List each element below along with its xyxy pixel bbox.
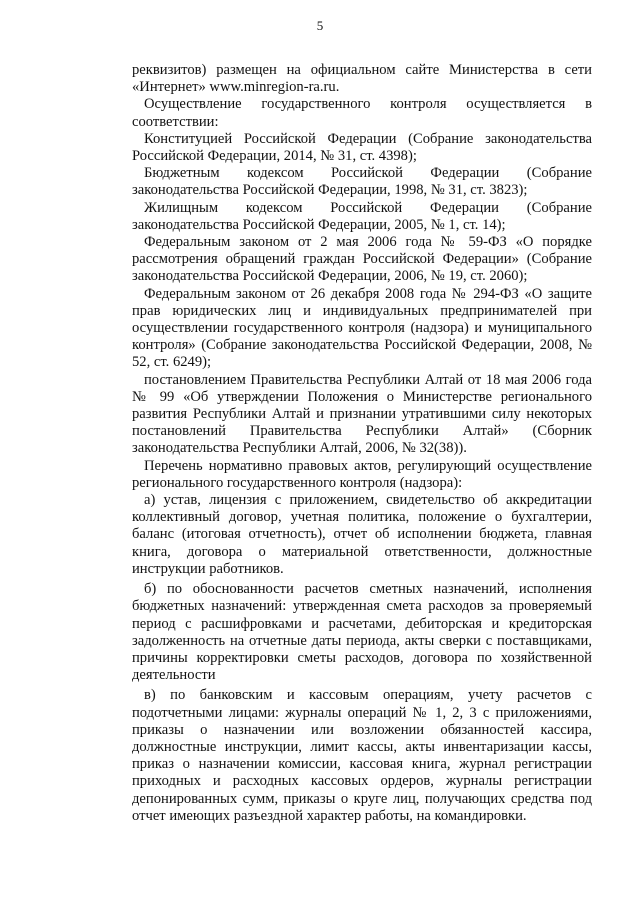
paragraph-law-294fz: Федеральным законом от 26 декабря 2008 года № 294-ФЗ «О защите прав юридических лиц и индивидуальных предпринимателей при осуществлении государственного контроля (надзора) и муниципального контроля» (Собрание законодательства Российской Федерации, 2008, № 52, ст. 6249); [132, 285, 592, 371]
paragraph-law-59fz: Федеральным законом от 2 мая 2006 года № 59-ФЗ «О порядке рассмотрения обращений граждан Российской Федерации» (Собрание законодательства Российской Федерации, 2006, № 19, ст. 2060); [132, 234, 592, 285]
page-number: 5 [316, 18, 324, 33]
paragraph-control-basis: Осуществление государственного контроля осуществляется в соответствии: [132, 96, 592, 130]
list-item-a: а) устав, лицензия с приложением, свидетельство об аккредитации коллективный договор, учетная политика, положение о бухгалтерии, баланс (итоговая отчетность), отчет об исполнении бюджета, главная книга, договора о материальной ответственности, должностные инструкции работников. [132, 492, 592, 577]
list-item-b: б) по обоснованности расчетов сметных назначений, исполнения бюджетных назначений: утвержденная смета расходов за проверяемый период с расшифровками и расчетами, дебиторская и кредиторская задолженность на отчетные даты периода, акты сверки с поставщиками, причины корректировки сметы расходов, договора по хозяйственной деятельности [132, 581, 592, 684]
document-body [132, 62, 592, 825]
list-item-v: в) по банковским и кассовым операциям, учету расчетов с подотчетными лицами: журналы операций № 1, 2, 3 с приложениями, приказы о назначении или возложении обязанностей кассира, должностные инструкции, лимит кассы, акты инвентаризации кассы, приказ о назначении комиссии, кассовая книга, журнал регистрации приходных и расходных кассовых ордеров, журналы регистрации депонированных сумм, приказы о круге лиц, получающих средства под отчет имеющих разъездной характер работы, на командировки. [132, 687, 592, 824]
paragraph-constitution: Конституцией Российской Федерации (Собрание законодательства Российской Федерации, 2014, № 31, ст. 4398); [132, 130, 592, 165]
paragraph-regulatory-list-intro: Перечень нормативно правовых актов, регулирующий осуществление регионального государственного контроля (надзора): [132, 457, 592, 491]
paragraph-budget-code: Бюджетным кодексом Российской Федерации (Собрание законодательства Российской Федерации, 1998, № 31, ст. 3823); [132, 165, 592, 199]
paragraph-housing-code: Жилищным кодексом Российской Федерации (Собрание законодательства Российской Федерации, 2005, № 1, ст. 14); [132, 199, 592, 233]
paragraph-resolution-99: постановлением Правительства Республики Алтай от 18 мая 2006 года № 99 «Об утверждении Положения о Министерстве регионального развития Республики Алтай и признании утратившими силу некоторых постановлений Правительства Республики Алтай» (Сборник законодательства Республики Алтай, 2006, № 32(38)). [132, 371, 592, 457]
paragraph-requisites-continuation: реквизитов) размещен на официальном сайте Министерства в сети «Интернет» www.minregion-ra.ru. [132, 62, 592, 96]
